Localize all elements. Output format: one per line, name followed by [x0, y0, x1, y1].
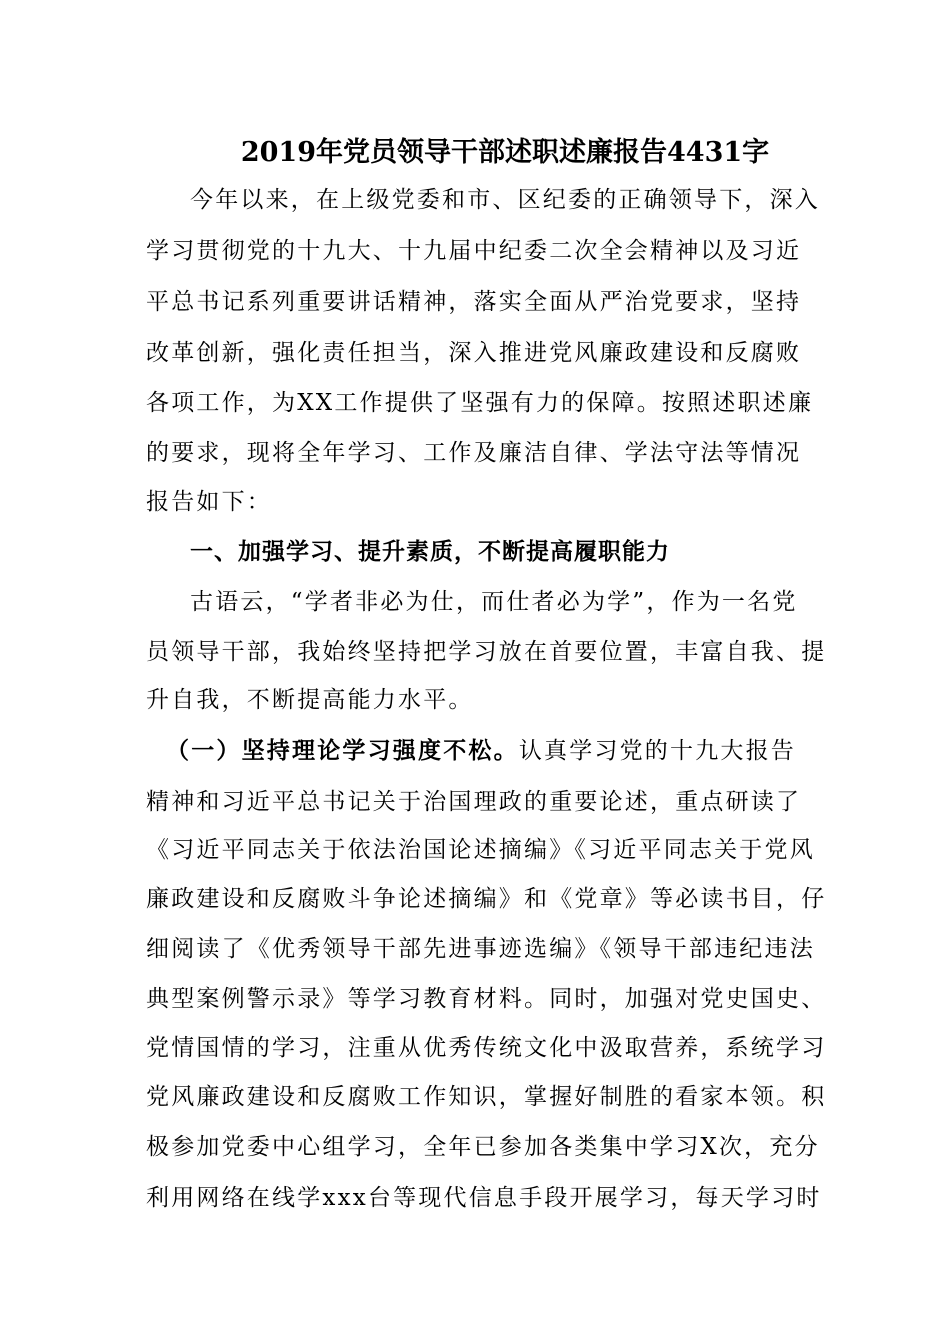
paragraph-line: 今年以来，在上级党委和市、区纪委的正确领导下，深入 [190, 187, 820, 213]
paragraph-line: 升自我，不断提高能力水平。 [146, 687, 474, 713]
paragraph-line: 报告如下： [146, 489, 272, 515]
paragraph-line: 古语云，“学者非必为仕，而仕者必为学”，作为一名党 [190, 589, 798, 615]
paragraph-line: 细阅读了《优秀领导干部先进事迹选编》《领导干部违纪违法 [146, 936, 815, 962]
paragraph-line: 极参加党委中心组学习，全年已参加各类集中学习X次，充分 [146, 1134, 820, 1160]
paragraph-line: 员领导干部，我始终坚持把学习放在首要位置，丰富自我、提 [146, 639, 827, 665]
paragraph-line: 《习近平同志关于依法治国论述摘编》《习近平同志关于党风 [146, 837, 815, 863]
subsection-label: （一）坚持理论学习强度不松。 [166, 737, 519, 764]
paragraph-line: 改革创新，强化责任担当，深入推进党风廉政建设和反腐败 [146, 340, 802, 366]
paragraph-line: 典型案例警示录》等学习教育材料。同时，加强对党史国史、 [146, 986, 827, 1012]
paragraph-line: 各项工作，为XX工作提供了坚强有力的保障。按照述职述廉 [146, 390, 814, 416]
paragraph-line: 平总书记系列重要讲话精神，落实全面从严治党要求，坚持 [146, 289, 802, 315]
paragraph-line: 精神和习近平总书记关于治国理政的重要论述，重点研读了 [146, 789, 802, 815]
paragraph-line: 党风廉政建设和反腐败工作知识，掌握好制胜的看家本领。积 [146, 1084, 827, 1110]
paragraph-line: 的要求，现将全年学习、工作及廉洁自律、学法守法等情况 [146, 440, 802, 466]
paragraph-line: 廉政建设和反腐败斗争论述摘编》和《党章》等必读书目，仔 [146, 886, 827, 912]
section-heading: 一、加强学习、提升素质，不断提高履职能力 [190, 538, 670, 565]
subsection-first-line [166, 734, 796, 768]
paragraph-line: 党情国情的学习，注重从优秀传统文化中汲取营养，系统学习 [146, 1035, 827, 1061]
subsection-text: 认真学习党的十九大报告 [518, 738, 797, 764]
paragraph-line: 利用网络在线学xxx台等现代信息手段开展学习，每天学习时 [146, 1185, 822, 1211]
document-title: 2019年党员领导干部述职述廉报告4431字 [240, 137, 770, 168]
paragraph-line: 学习贯彻党的十九大、十九届中纪委二次全会精神以及习近 [146, 238, 802, 264]
